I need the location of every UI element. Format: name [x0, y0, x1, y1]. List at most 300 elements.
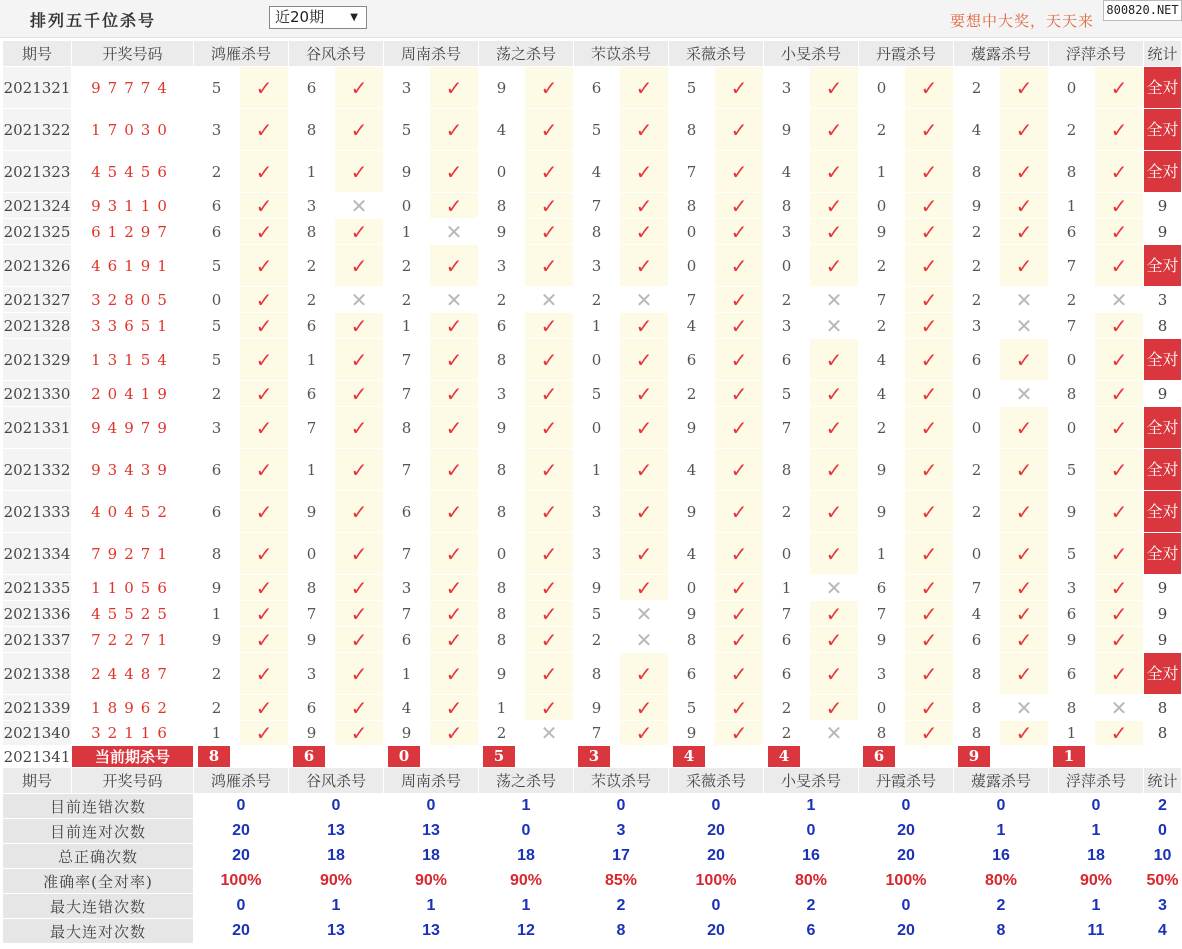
- cross-icon: ✕: [445, 287, 463, 312]
- hit-check-icon: [1000, 449, 1049, 491]
- check-icon: ✓: [1015, 499, 1033, 524]
- hit-check-icon: [905, 67, 954, 109]
- kill-number-cell: 8: [574, 653, 620, 695]
- kill-number-cell: 9: [669, 721, 715, 746]
- hit-check-icon: [715, 67, 764, 109]
- summary-value: 1: [954, 819, 1049, 844]
- check-icon: ✓: [350, 695, 368, 720]
- hit-check-icon: [715, 407, 764, 449]
- kill-number-cell: 6: [1049, 653, 1095, 695]
- kill-number-cell: 6: [764, 339, 810, 381]
- hit-check-icon: [1000, 575, 1049, 601]
- miss-cross-icon: [620, 287, 669, 313]
- correct-count-cell: 9: [1144, 381, 1182, 407]
- kill-number-cell: 0: [1049, 407, 1095, 449]
- check-icon: ✓: [920, 381, 938, 406]
- hit-check-icon: [905, 339, 954, 381]
- hit-check-icon: [240, 109, 289, 151]
- summary-value: 8: [574, 919, 669, 944]
- kill-number-cell: 2: [479, 287, 525, 313]
- column-header: 统计: [1144, 41, 1182, 67]
- kill-number-cell: 6: [289, 313, 335, 339]
- check-icon: ✓: [540, 381, 558, 406]
- kill-number-cell: 2: [194, 653, 240, 695]
- check-icon: ✓: [635, 253, 653, 278]
- kill-number-cell: 0: [1049, 67, 1095, 109]
- period-cell: 2021324: [3, 193, 72, 219]
- kill-number-cell: 0: [954, 533, 1000, 575]
- column-header: 鸿雁杀号: [194, 41, 289, 67]
- table-header-row: [3, 41, 1182, 67]
- kill-number-cell: 1: [384, 313, 430, 339]
- summary-value: 90%: [1049, 869, 1144, 894]
- table-row: [3, 575, 1182, 601]
- kill-number-cell: 7: [289, 601, 335, 627]
- check-icon: ✓: [255, 661, 273, 686]
- check-icon: ✓: [730, 575, 748, 600]
- kill-number-cell: 7: [1049, 313, 1095, 339]
- hit-check-icon: [430, 575, 479, 601]
- hit-check-icon: [430, 491, 479, 533]
- summary-value: 90%: [289, 869, 384, 894]
- kill-number-cell: 6: [859, 575, 905, 601]
- check-icon: ✓: [635, 347, 653, 372]
- hit-check-icon: [1095, 627, 1144, 653]
- hit-check-icon: [1000, 491, 1049, 533]
- hit-check-icon: [240, 407, 289, 449]
- summary-value: 80%: [764, 869, 859, 894]
- kill-number-cell: 4: [859, 381, 905, 407]
- summary-value: 90%: [384, 869, 479, 894]
- hit-check-icon: [905, 219, 954, 245]
- period-cell: 2021340: [3, 721, 72, 746]
- check-icon: ✓: [730, 661, 748, 686]
- kill-number-cell: 3: [384, 575, 430, 601]
- hit-check-icon: [810, 193, 859, 219]
- check-icon: ✓: [540, 661, 558, 686]
- check-icon: ✓: [540, 253, 558, 278]
- hit-check-icon: [620, 575, 669, 601]
- current-stat-cell: [1144, 746, 1182, 768]
- hit-check-icon: [715, 653, 764, 695]
- summary-value: 2: [1144, 794, 1182, 819]
- check-icon: ✓: [540, 541, 558, 566]
- kill-number-cell: 1: [574, 313, 620, 339]
- kill-number-cell: 8: [479, 627, 525, 653]
- kill-number-cell: 0: [289, 533, 335, 575]
- check-icon: ✓: [1110, 381, 1128, 406]
- all-correct-badge: 全对: [1144, 491, 1182, 533]
- summary-value: 100%: [859, 869, 954, 894]
- hit-check-icon: [620, 407, 669, 449]
- correct-count-cell: 8: [1144, 695, 1182, 721]
- kill-number-cell: 2: [384, 245, 430, 287]
- hit-check-icon: [1095, 219, 1144, 245]
- check-icon: ✓: [540, 219, 558, 244]
- check-icon: ✓: [255, 457, 273, 482]
- kill-number-cell: 7: [574, 721, 620, 746]
- check-icon: ✓: [540, 117, 558, 142]
- kill-number-cell: 8: [859, 721, 905, 746]
- hit-check-icon: [240, 313, 289, 339]
- check-icon: ✓: [1110, 313, 1128, 338]
- cross-icon: ✕: [350, 193, 368, 218]
- hit-check-icon: [430, 533, 479, 575]
- check-icon: ✓: [540, 695, 558, 720]
- hit-check-icon: [430, 627, 479, 653]
- hit-check-icon: [1095, 193, 1144, 219]
- summary-value: 13: [384, 919, 479, 944]
- hit-check-icon: [620, 381, 669, 407]
- draw-numbers-cell: 79271: [72, 533, 194, 575]
- kill-number-cell: 3: [764, 313, 810, 339]
- summary-value: 0: [954, 794, 1049, 819]
- current-kill-number: 3: [578, 746, 610, 767]
- check-icon: ✓: [825, 381, 843, 406]
- check-icon: ✓: [1110, 499, 1128, 524]
- kill-number-cell: 5: [1049, 533, 1095, 575]
- summary-value: 0: [669, 894, 764, 919]
- current-kill-cell: [859, 746, 954, 768]
- check-icon: ✓: [350, 381, 368, 406]
- kill-number-cell: 5: [669, 67, 715, 109]
- check-icon: ✓: [920, 695, 938, 720]
- kill-number-cell: 1: [479, 695, 525, 721]
- period-range-value: 近20期: [275, 8, 325, 26]
- kill-number-cell: 0: [954, 381, 1000, 407]
- check-icon: ✓: [350, 627, 368, 652]
- summary-row: [3, 819, 1182, 844]
- kill-number-cell: 5: [764, 381, 810, 407]
- hit-check-icon: [905, 245, 954, 287]
- check-icon: ✓: [540, 457, 558, 482]
- check-icon: ✓: [1015, 75, 1033, 100]
- miss-cross-icon: [620, 601, 669, 627]
- hit-check-icon: [240, 381, 289, 407]
- hit-check-icon: [715, 449, 764, 491]
- kill-number-cell: 1: [859, 533, 905, 575]
- check-icon: ✓: [350, 347, 368, 372]
- all-correct-badge: 全对: [1144, 339, 1182, 381]
- current-kill-cell: [289, 746, 384, 768]
- period-cell: 2021339: [3, 695, 72, 721]
- kill-number-cell: 0: [669, 575, 715, 601]
- hit-check-icon: [335, 627, 384, 653]
- kill-number-table: [2, 40, 1182, 944]
- kill-number-cell: 4: [479, 109, 525, 151]
- check-icon: ✓: [445, 575, 463, 600]
- hit-check-icon: [905, 449, 954, 491]
- kill-number-cell: 6: [479, 313, 525, 339]
- cross-icon: ✕: [825, 313, 843, 338]
- kill-number-cell: 8: [1049, 151, 1095, 193]
- kill-number-cell: 2: [764, 491, 810, 533]
- summary-value: 2: [764, 894, 859, 919]
- table-row: [3, 67, 1182, 109]
- summary-value: 13: [289, 819, 384, 844]
- hit-check-icon: [1095, 109, 1144, 151]
- all-correct-badge: 全对: [1144, 151, 1182, 193]
- hit-check-icon: [1000, 219, 1049, 245]
- period-cell: 2021331: [3, 407, 72, 449]
- check-icon: ✓: [825, 253, 843, 278]
- period-cell: 2021330: [3, 381, 72, 407]
- hit-check-icon: [715, 695, 764, 721]
- check-icon: ✓: [730, 695, 748, 720]
- summary-value: 3: [574, 819, 669, 844]
- kill-number-cell: 3: [954, 313, 1000, 339]
- column-header: 浮萍杀号: [1049, 41, 1144, 67]
- summary-value: 1: [764, 794, 859, 819]
- check-icon: ✓: [445, 159, 463, 184]
- check-icon: ✓: [350, 541, 368, 566]
- check-icon: ✓: [255, 627, 273, 652]
- column-header: 芣苡杀号: [574, 41, 669, 67]
- check-icon: ✓: [445, 75, 463, 100]
- hit-check-icon: [430, 193, 479, 219]
- hit-check-icon: [715, 151, 764, 193]
- kill-number-cell: 3: [764, 219, 810, 245]
- kill-number-cell: 6: [194, 193, 240, 219]
- period-cell: 2021329: [3, 339, 72, 381]
- summary-value: 80%: [954, 869, 1049, 894]
- hit-check-icon: [810, 627, 859, 653]
- hit-check-icon: [525, 67, 574, 109]
- hit-check-icon: [905, 407, 954, 449]
- column-header: 丹霞杀号: [859, 41, 954, 67]
- summary-value: 0: [1049, 794, 1144, 819]
- check-icon: ✓: [635, 499, 653, 524]
- summary-value: 85%: [574, 869, 669, 894]
- check-icon: ✓: [920, 627, 938, 652]
- hit-check-icon: [905, 193, 954, 219]
- kill-number-cell: 1: [289, 449, 335, 491]
- check-icon: ✓: [1015, 541, 1033, 566]
- check-icon: ✓: [1015, 219, 1033, 244]
- hit-check-icon: [335, 407, 384, 449]
- hit-check-icon: [335, 721, 384, 746]
- check-icon: ✓: [730, 721, 748, 745]
- current-kill-cell: [194, 746, 289, 768]
- hit-check-icon: [905, 601, 954, 627]
- check-icon: ✓: [255, 347, 273, 372]
- check-icon: ✓: [1110, 661, 1128, 686]
- hit-check-icon: [525, 533, 574, 575]
- summary-value: 0: [384, 794, 479, 819]
- check-icon: ✓: [920, 575, 938, 600]
- kill-number-cell: 2: [289, 245, 335, 287]
- all-correct-badge: 全对: [1144, 67, 1182, 109]
- summary-row: [3, 869, 1182, 894]
- period-cell: 2021335: [3, 575, 72, 601]
- hit-check-icon: [1000, 653, 1049, 695]
- hit-check-icon: [525, 627, 574, 653]
- current-kill-number: 6: [293, 746, 325, 767]
- hit-check-icon: [335, 533, 384, 575]
- draw-numbers-cell: 24487: [72, 653, 194, 695]
- kill-number-cell: 8: [669, 193, 715, 219]
- period-range-select[interactable]: [269, 6, 367, 29]
- check-icon: ✓: [445, 313, 463, 338]
- table-row: [3, 601, 1182, 627]
- kill-number-cell: 2: [194, 381, 240, 407]
- kill-number-cell: 5: [194, 313, 240, 339]
- kill-number-cell: 8: [574, 219, 620, 245]
- table-row: [3, 491, 1182, 533]
- summary-value: 20: [859, 919, 954, 944]
- column-header: 蕿露杀号: [954, 768, 1049, 794]
- column-header: 荡之杀号: [479, 41, 574, 67]
- page-title: 排列五千位杀号: [30, 11, 157, 30]
- hit-check-icon: [715, 287, 764, 313]
- column-header: 期号: [3, 768, 72, 794]
- check-icon: ✓: [635, 457, 653, 482]
- check-icon: ✓: [255, 219, 273, 244]
- hit-check-icon: [1095, 313, 1144, 339]
- check-icon: ✓: [445, 721, 463, 745]
- check-icon: ✓: [1110, 347, 1128, 372]
- column-header: 期号: [3, 41, 72, 67]
- check-icon: ✓: [635, 117, 653, 142]
- column-header: 采薇杀号: [669, 768, 764, 794]
- current-kill-number: 4: [673, 746, 705, 767]
- current-kill-number: 8: [198, 746, 230, 767]
- kill-number-cell: 8: [669, 109, 715, 151]
- hit-check-icon: [715, 245, 764, 287]
- hit-check-icon: [905, 313, 954, 339]
- kill-number-cell: 0: [479, 151, 525, 193]
- check-icon: ✓: [445, 661, 463, 686]
- kill-number-cell: 2: [764, 721, 810, 746]
- column-header: 浮萍杀号: [1049, 768, 1144, 794]
- hit-check-icon: [525, 193, 574, 219]
- kill-number-cell: 5: [384, 109, 430, 151]
- kill-number-cell: 1: [574, 449, 620, 491]
- hit-check-icon: [240, 245, 289, 287]
- check-icon: ✓: [350, 457, 368, 482]
- hit-check-icon: [335, 449, 384, 491]
- hit-check-icon: [335, 575, 384, 601]
- hit-check-icon: [430, 653, 479, 695]
- period-cell: 2021338: [3, 653, 72, 695]
- table-row: [3, 653, 1182, 695]
- hit-check-icon: [905, 381, 954, 407]
- check-icon: ✓: [1110, 415, 1128, 440]
- hit-check-icon: [525, 339, 574, 381]
- cross-icon: ✕: [825, 575, 843, 600]
- chevron-down-icon: ▼: [350, 12, 358, 23]
- hit-check-icon: [1000, 193, 1049, 219]
- check-icon: ✓: [730, 415, 748, 440]
- hit-check-icon: [715, 109, 764, 151]
- summary-value: 1: [1049, 894, 1144, 919]
- summary-value: 0: [479, 819, 574, 844]
- summary-value: 18: [384, 844, 479, 869]
- kill-number-cell: 9: [479, 219, 525, 245]
- kill-number-cell: 8: [479, 601, 525, 627]
- check-icon: ✓: [1110, 721, 1128, 745]
- summary-value: 0: [669, 794, 764, 819]
- hit-check-icon: [1000, 721, 1049, 746]
- kill-number-cell: 3: [574, 533, 620, 575]
- kill-number-cell: 8: [479, 449, 525, 491]
- check-icon: ✓: [540, 159, 558, 184]
- kill-number-cell: 1: [764, 575, 810, 601]
- check-icon: ✓: [920, 415, 938, 440]
- check-icon: ✓: [445, 117, 463, 142]
- kill-number-cell: 5: [574, 601, 620, 627]
- check-icon: ✓: [445, 253, 463, 278]
- kill-number-cell: 8: [764, 193, 810, 219]
- check-icon: ✓: [1110, 159, 1128, 184]
- check-icon: ✓: [445, 193, 463, 218]
- current-kill-label: 当前期杀号: [72, 746, 194, 768]
- hit-check-icon: [905, 491, 954, 533]
- hit-check-icon: [525, 449, 574, 491]
- hit-check-icon: [240, 151, 289, 193]
- correct-count-cell: 9: [1144, 601, 1182, 627]
- check-icon: ✓: [730, 601, 748, 626]
- check-icon: ✓: [255, 381, 273, 406]
- correct-count-cell: 3: [1144, 287, 1182, 313]
- check-icon: ✓: [1110, 457, 1128, 482]
- check-icon: ✓: [1015, 601, 1033, 626]
- kill-number-cell: 2: [574, 287, 620, 313]
- summary-value: 16: [954, 844, 1049, 869]
- kill-number-cell: 3: [764, 67, 810, 109]
- table-row: [3, 449, 1182, 491]
- kill-number-cell: 9: [574, 575, 620, 601]
- kill-number-cell: 8: [289, 219, 335, 245]
- check-icon: ✓: [1110, 601, 1128, 626]
- kill-number-cell: 5: [574, 109, 620, 151]
- current-kill-cell: [574, 746, 669, 768]
- miss-cross-icon: [525, 287, 574, 313]
- kill-number-cell: 9: [289, 721, 335, 746]
- current-period-row: [3, 746, 1182, 768]
- hit-check-icon: [715, 627, 764, 653]
- kill-number-cell: 2: [859, 407, 905, 449]
- cross-icon: ✕: [1015, 313, 1033, 338]
- hit-check-icon: [715, 575, 764, 601]
- kill-number-cell: 2: [764, 287, 810, 313]
- kill-number-cell: 6: [289, 695, 335, 721]
- kill-number-cell: 5: [1049, 449, 1095, 491]
- draw-numbers-cell: 32805: [72, 287, 194, 313]
- kill-number-cell: 1: [384, 219, 430, 245]
- top-bar: [0, 0, 1182, 38]
- check-icon: ✓: [825, 601, 843, 626]
- kill-number-cell: 9: [574, 695, 620, 721]
- table-row: [3, 721, 1182, 746]
- hit-check-icon: [240, 721, 289, 746]
- hit-check-icon: [1095, 491, 1144, 533]
- kill-number-cell: 8: [764, 449, 810, 491]
- kill-number-cell: 2: [194, 151, 240, 193]
- kill-number-cell: 9: [954, 193, 1000, 219]
- summary-label: 总正确次数: [3, 844, 194, 869]
- hit-check-icon: [430, 151, 479, 193]
- check-icon: ✓: [730, 193, 748, 218]
- kill-number-cell: 0: [479, 533, 525, 575]
- kill-number-cell: 5: [574, 381, 620, 407]
- kill-number-cell: 0: [1049, 339, 1095, 381]
- kill-number-cell: 2: [574, 627, 620, 653]
- kill-number-cell: 2: [954, 491, 1000, 533]
- kill-number-cell: 3: [194, 407, 240, 449]
- check-icon: ✓: [635, 381, 653, 406]
- check-icon: ✓: [825, 499, 843, 524]
